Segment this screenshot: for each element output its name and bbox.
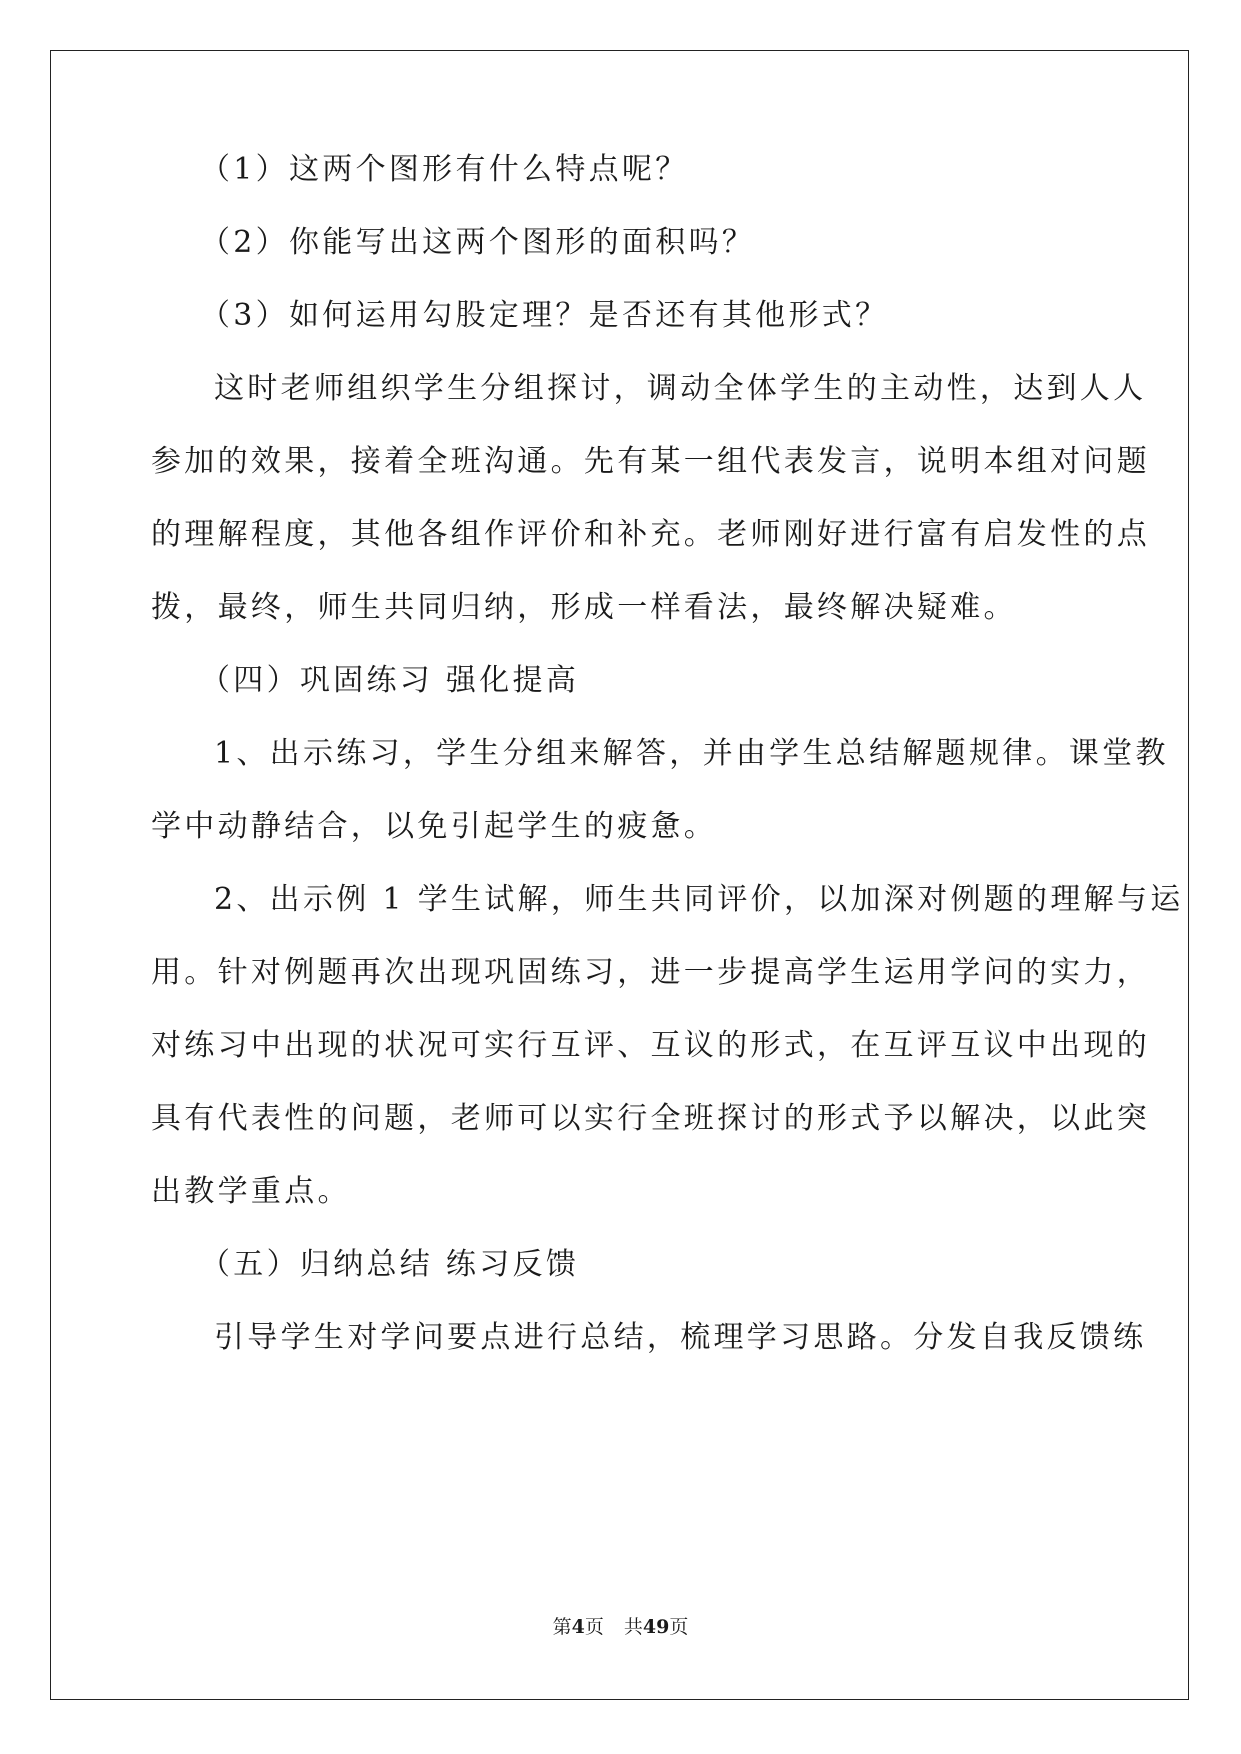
paragraph-line-13: 对练习中出现的状况可实行互评、互议的形式，在互评互议中出现的 — [151, 1028, 1150, 1063]
paragraph-line-9: 1、出示练习，学生分组来解答，并由学生总结解题规律。课堂教 — [214, 736, 1169, 771]
paragraph-line-2: （2）你能写出这两个图形的面积吗？ — [200, 225, 756, 260]
footer-total-suffix: 页 — [669, 1616, 689, 1638]
page-footer — [0, 1615, 1241, 1639]
total-pages: 49 — [642, 1616, 670, 1638]
paragraph-line-10: 学中动静结合，以免引起学生的疲惫。 — [151, 809, 718, 844]
paragraph-line-11: 2、出示例 1 学生试解，师生共同评价，以加深对例题的理解与运 — [214, 882, 1184, 917]
footer-prefix: 第 — [552, 1616, 572, 1638]
paragraph-line-14: 具有代表性的问题，老师可以实行全班探讨的形式予以解决，以此突 — [151, 1101, 1150, 1136]
page-number: 4 — [571, 1616, 585, 1638]
footer-total-prefix: 共 — [623, 1616, 643, 1638]
paragraph-line-5: 参加的效果，接着全班沟通。先有某一组代表发言，说明本组对问题 — [151, 444, 1150, 479]
paragraph-line-1: （1）这两个图形有什么特点呢？ — [200, 152, 689, 187]
paragraph-line-6: 的理解程度，其他各组作评价和补充。老师刚好进行富有启发性的点 — [151, 517, 1150, 552]
paragraph-line-7: 拨，最终，师生共同归纳，形成一样看法，最终解决疑难。 — [151, 590, 1017, 625]
paragraph-line-3: （3）如何运用勾股定理？是否还有其他形式？ — [200, 298, 889, 333]
section-heading-4: （四）巩固练习 强化提高 — [200, 663, 580, 698]
section-heading-5: （五）归纳总结 练习反馈 — [200, 1247, 580, 1282]
paragraph-line-4: 这时老师组织学生分组探讨，调动全体学生的主动性，达到人人 — [214, 371, 1147, 406]
footer-page-suffix: 页 — [584, 1616, 604, 1638]
paragraph-line-12: 用。针对例题再次出现巩固练习，进一步提高学生运用学问的实力， — [151, 955, 1150, 990]
paragraph-line-17: 引导学生对学问要点进行总结，梳理学习思路。分发自我反馈练 — [214, 1320, 1147, 1355]
paragraph-line-15: 出教学重点。 — [151, 1174, 351, 1209]
